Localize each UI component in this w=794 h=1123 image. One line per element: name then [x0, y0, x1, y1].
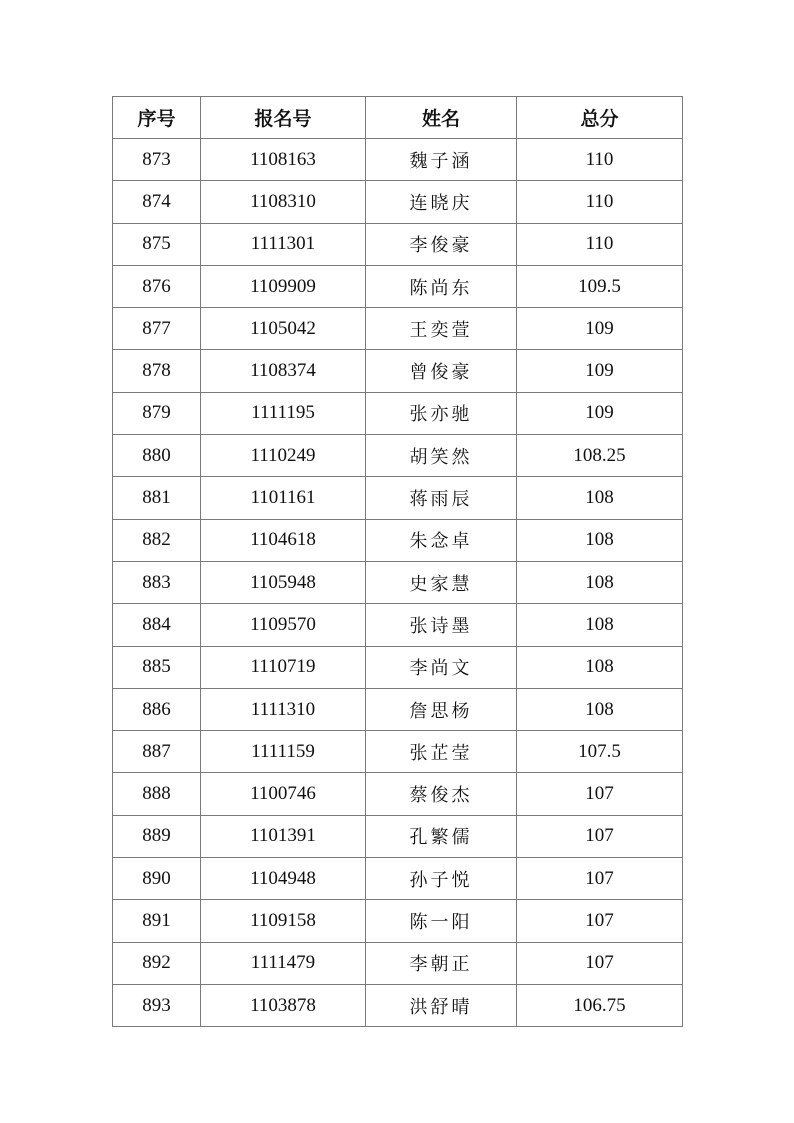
- cell-score: 110: [517, 139, 683, 181]
- cell-name: 史家慧: [366, 561, 517, 603]
- table-row: [113, 561, 683, 603]
- cell-seq: 875: [113, 223, 201, 265]
- cell-name: 孙子悦: [366, 858, 517, 900]
- cell-name: 张亦驰: [366, 392, 517, 434]
- cell-seq: 876: [113, 265, 201, 307]
- table-row: [113, 265, 683, 307]
- cell-score: 109.5: [517, 265, 683, 307]
- cell-score: 107: [517, 773, 683, 815]
- cell-score: 108: [517, 646, 683, 688]
- cell-seq: 892: [113, 942, 201, 984]
- cell-reg-no: 1109909: [201, 265, 366, 307]
- cell-reg-no: 1108163: [201, 139, 366, 181]
- cell-name: 陈尚东: [366, 265, 517, 307]
- header-score: 总分: [517, 97, 683, 139]
- cell-score: 108: [517, 604, 683, 646]
- cell-reg-no: 1104948: [201, 858, 366, 900]
- cell-reg-no: 1105042: [201, 308, 366, 350]
- cell-reg-no: 1101161: [201, 477, 366, 519]
- cell-reg-no: 1104618: [201, 519, 366, 561]
- cell-seq: 885: [113, 646, 201, 688]
- table-row: [113, 519, 683, 561]
- table-row: [113, 350, 683, 392]
- cell-score: 107.5: [517, 731, 683, 773]
- table-row: [113, 435, 683, 477]
- cell-reg-no: 1108310: [201, 181, 366, 223]
- cell-seq: 891: [113, 900, 201, 942]
- table-row: [113, 688, 683, 730]
- cell-reg-no: 1111479: [201, 942, 366, 984]
- cell-name: 李朝正: [366, 942, 517, 984]
- cell-seq: 877: [113, 308, 201, 350]
- table-row: [113, 223, 683, 265]
- cell-name: 连晓庆: [366, 181, 517, 223]
- table-row: [113, 477, 683, 519]
- cell-seq: 883: [113, 561, 201, 603]
- cell-score: 108: [517, 688, 683, 730]
- cell-reg-no: 1111195: [201, 392, 366, 434]
- cell-seq: 879: [113, 392, 201, 434]
- header-reg-no: 报名号: [201, 97, 366, 139]
- table-row: [113, 942, 683, 984]
- cell-seq: 893: [113, 984, 201, 1026]
- cell-name: 王奕萱: [366, 308, 517, 350]
- cell-name: 胡笑然: [366, 435, 517, 477]
- cell-seq: 882: [113, 519, 201, 561]
- cell-name: 曾俊豪: [366, 350, 517, 392]
- table-row: [113, 139, 683, 181]
- cell-seq: 886: [113, 688, 201, 730]
- cell-reg-no: 1105948: [201, 561, 366, 603]
- cell-name: 蔡俊杰: [366, 773, 517, 815]
- cell-seq: 873: [113, 139, 201, 181]
- cell-score: 106.75: [517, 984, 683, 1026]
- table-row: [113, 900, 683, 942]
- cell-score: 108.25: [517, 435, 683, 477]
- cell-name: 洪舒晴: [366, 984, 517, 1026]
- cell-seq: 890: [113, 858, 201, 900]
- header-seq: 序号: [113, 97, 201, 139]
- cell-score: 108: [517, 561, 683, 603]
- cell-reg-no: 1111301: [201, 223, 366, 265]
- cell-reg-no: 1111310: [201, 688, 366, 730]
- cell-seq: 884: [113, 604, 201, 646]
- cell-score: 107: [517, 815, 683, 857]
- cell-name: 孔繁儒: [366, 815, 517, 857]
- header-name: 姓名: [366, 97, 517, 139]
- table-row: [113, 858, 683, 900]
- score-table: [112, 96, 683, 1027]
- cell-seq: 887: [113, 731, 201, 773]
- table-row: [113, 604, 683, 646]
- cell-seq: 874: [113, 181, 201, 223]
- cell-seq: 881: [113, 477, 201, 519]
- cell-score: 107: [517, 858, 683, 900]
- cell-name: 张诗墨: [366, 604, 517, 646]
- cell-score: 109: [517, 350, 683, 392]
- table-row: [113, 773, 683, 815]
- cell-reg-no: 1101391: [201, 815, 366, 857]
- table-row: [113, 815, 683, 857]
- cell-reg-no: 1110719: [201, 646, 366, 688]
- cell-seq: 888: [113, 773, 201, 815]
- cell-reg-no: 1111159: [201, 731, 366, 773]
- cell-name: 陈一阳: [366, 900, 517, 942]
- cell-name: 魏子涵: [366, 139, 517, 181]
- cell-score: 108: [517, 519, 683, 561]
- table-row: [113, 308, 683, 350]
- cell-name: 朱念卓: [366, 519, 517, 561]
- cell-reg-no: 1100746: [201, 773, 366, 815]
- cell-reg-no: 1109570: [201, 604, 366, 646]
- table-header-row: [113, 97, 683, 139]
- cell-reg-no: 1108374: [201, 350, 366, 392]
- cell-seq: 889: [113, 815, 201, 857]
- cell-score: 107: [517, 942, 683, 984]
- table-row: [113, 181, 683, 223]
- cell-reg-no: 1109158: [201, 900, 366, 942]
- cell-seq: 878: [113, 350, 201, 392]
- cell-score: 110: [517, 223, 683, 265]
- cell-score: 110: [517, 181, 683, 223]
- cell-reg-no: 1103878: [201, 984, 366, 1026]
- cell-score: 109: [517, 308, 683, 350]
- cell-name: 李俊豪: [366, 223, 517, 265]
- cell-name: 詹思杨: [366, 688, 517, 730]
- cell-reg-no: 1110249: [201, 435, 366, 477]
- cell-name: 张芷莹: [366, 731, 517, 773]
- cell-name: 李尚文: [366, 646, 517, 688]
- table-row: [113, 646, 683, 688]
- cell-score: 107: [517, 900, 683, 942]
- table-row: [113, 392, 683, 434]
- cell-seq: 880: [113, 435, 201, 477]
- cell-score: 109: [517, 392, 683, 434]
- table-row: [113, 731, 683, 773]
- cell-score: 108: [517, 477, 683, 519]
- table-row: [113, 984, 683, 1026]
- cell-name: 蒋雨辰: [366, 477, 517, 519]
